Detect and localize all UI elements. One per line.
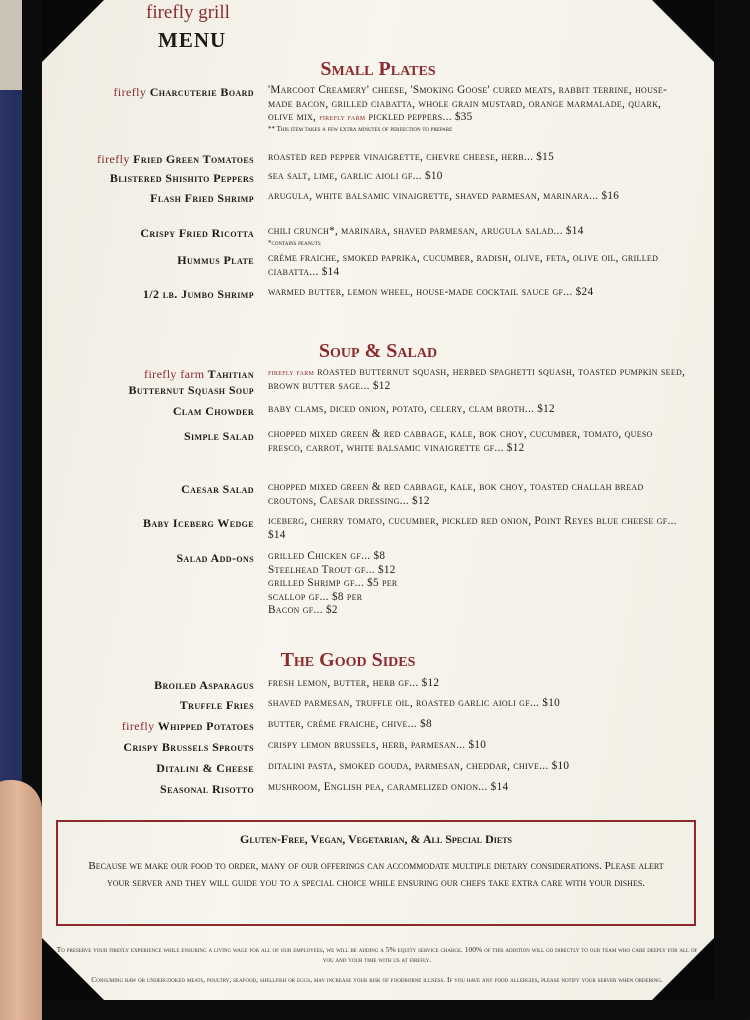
item-description: roasted red pepper vinaigrette, chevre cheese, herb... $15 [268, 151, 554, 163]
item-name: Charcuterie Board [149, 85, 254, 99]
item-name: Caesar Salad [181, 482, 254, 496]
item-description: arugula, white balsamic vinaigrette, shaved parmesan, marinara... $16 [268, 190, 620, 202]
item-name: Baby Iceberg Wedge [142, 516, 254, 530]
item-note: *contains peanuts [268, 238, 321, 247]
addon-item: scallop gf... $8 per [268, 590, 363, 603]
item-description: fresh lemon, butter, herb gf... $12 [268, 677, 440, 689]
item-name: Hummus Plate [177, 253, 254, 267]
item-description: warmed butter, lemon wheel, house-made cocktail sauce gf... $24 [268, 286, 594, 298]
brand-farm: firefly farm [319, 112, 366, 122]
item-description: chopped mixed green & red cabbage, kale, bok choy, cucumber, tomato, queso fresco, carrot, white balsamic vinaigrette gf... $12 [268, 428, 653, 454]
section-sides-title: The Good Sides [280, 649, 416, 671]
addon-item: grilled Shrimp gf... $5 per [268, 577, 398, 589]
item-name: Truffle Fries [179, 698, 254, 712]
special-diets-text: Because we make our food to order, many of our offerings can accommodate multiple dietary considerations. Please alert your server and they will guide you to a special choice while ensuring our chefs take extra care with your dishes. [88, 860, 664, 889]
item-description: sea salt, lime, garlic aioli gf... $10 [268, 170, 443, 182]
item-description: crispy lemon brussels, herb, parmesan... $10 [268, 739, 487, 751]
menu-title: MENU [158, 28, 227, 52]
item-description: baby clams, diced onion, potato, celery, clam broth... $12 [268, 403, 555, 415]
item-name: Fried Green Tomatoes [133, 152, 254, 166]
item-name: Seasonal Risotto [160, 782, 254, 796]
salad-addons-list [268, 550, 688, 618]
item-name: Blistered Shishito Peppers [109, 171, 254, 185]
special-diets-box [56, 820, 696, 926]
item-description: roasted butternut squash, herbed spaghetti squash, toasted pumpkin seed, brown butter sage... $12 [268, 366, 686, 392]
item-description: chili crunch*, marinara, shaved parmesan, arugula salad... $14 [268, 225, 584, 237]
item-name-cont: Butternut Squash Soup [128, 383, 254, 397]
brand-word: firefly [113, 85, 147, 99]
brand-farm: firefly farm [268, 367, 315, 377]
thumb [0, 780, 42, 1020]
item-name: Broiled Asparagus [154, 678, 254, 692]
addon-item: Steelhead Trout gf... $12 [268, 563, 396, 576]
item-description: iceberg, cherry tomato, cucumber, pickled red onion, Point Reyes blue cheese gf... $14 [268, 515, 677, 541]
item-name: Crispy Brussels Sprouts [123, 740, 254, 754]
item-description: ditalini pasta, smoked gouda, parmesan, cheddar, chive... $10 [268, 760, 570, 772]
addon-item: grilled Chicken gf... $8 [268, 550, 386, 562]
service-charge-note: To preserve your firefly experience while ensuring a living wage for all of our employees, we will be adding a 5% equity service charge. 100% of this addition will go directly to our team who care deeply for all of you and your time with us at firefly. [56, 945, 698, 964]
item-name: Tahitian [207, 367, 254, 381]
food-safety-note: Consuming raw or undercooked meats, poultry, seafood, shellfish or eggs, may increase your risk of foodborne illness. If you have any food allergies, please notify your server when ordering. [91, 975, 663, 984]
item-description: mushroom, English pea, caramelized onion... $14 [268, 781, 509, 793]
item-name: Flash Fried Shrimp [150, 191, 254, 205]
item-name: 1/2 lb. Jumbo Shrimp [142, 287, 254, 301]
addon-item: Bacon gf... $2 [268, 604, 338, 616]
item-name: Crispy Fried Ricotta [140, 226, 254, 240]
item-name: Ditalini & Cheese [156, 761, 254, 775]
item-note: ** This item takes a few extra minutes of perfection to prepare [268, 124, 453, 133]
brand-word: firefly [96, 152, 130, 166]
restaurant-name: firefly grill [146, 2, 230, 23]
item-name: Simple Salad [183, 429, 254, 443]
section-soup-salad-title: Soup & Salad [318, 340, 438, 362]
item-description: chopped mixed green & red cabbage, kale, bok choy, toasted challah bread croutons, Caesar dressing... $12 [268, 481, 644, 507]
section-small-plates-title: Small Plates [320, 58, 436, 80]
item-description: butter, crème fraiche, chive... $8 [268, 718, 432, 730]
item-description-cont: pickled peppers... $35 [368, 111, 473, 123]
special-diets-title: Gluten-Free, Vegan, Vegetarian, & All Special Diets [239, 832, 512, 846]
item-name: Clam Chowder [172, 404, 254, 418]
item-description: shaved parmesan, truffle oil, roasted garlic aioli gf... $10 [268, 697, 561, 709]
brand-farm: firefly farm [144, 367, 205, 381]
item-description: crème fraiche, smoked paprika, cucumber, radish, olive, feta, olive oil, grilled ciabatta... $14 [268, 252, 659, 278]
item-name: Whipped Potatoes [157, 719, 254, 733]
item-description: 'Marcoot Creamery' cheese, 'Smoking Goose' cured meats, rabbit terrine, house-made bacon, grilled ciabatta, whole grain mustard, orange marmalade, quark, olive mix, [268, 84, 668, 123]
brand-word: firefly [121, 719, 155, 733]
menu-page [42, 0, 714, 1000]
item-name: Salad Add-ons [176, 551, 254, 565]
